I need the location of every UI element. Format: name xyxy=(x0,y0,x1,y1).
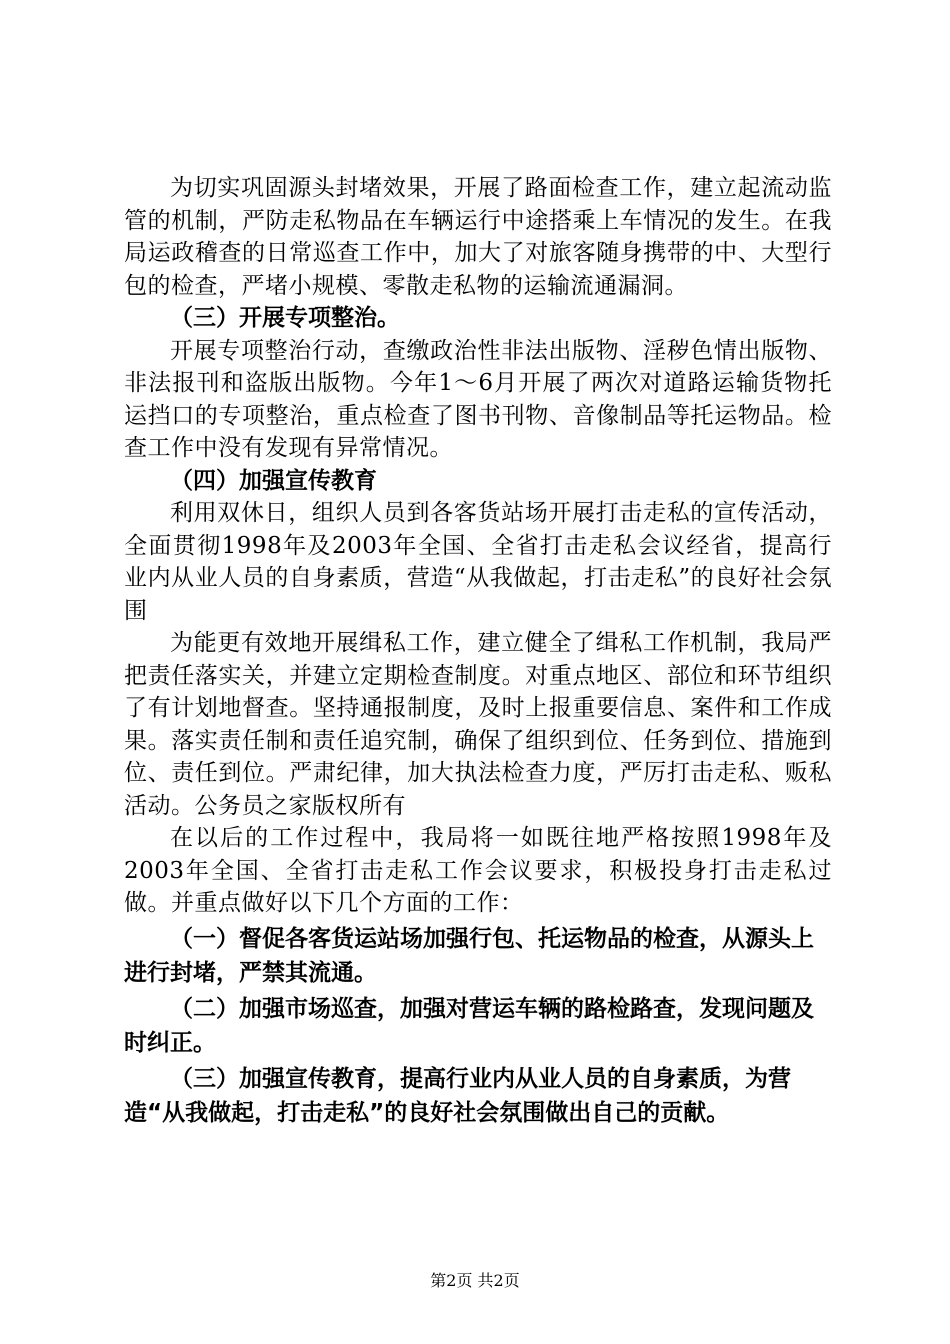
section-heading-special-rectification: （三）开展专项整治。 xyxy=(170,305,400,331)
paragraph-future-work: 在以后的工作过程中，我局将一如既往地严格按照1998年及2003年全国、全省打击走私工作会议要求，积极投身打击走私过做。并重点做好以下几个方面的工作： xyxy=(124,825,832,916)
task-item-1: （一）督促各客货运站场加强行包、托运物品的检查，从源头上进行封堵，严禁其流通。 xyxy=(124,925,814,986)
page-footer: 第2页 共2页 xyxy=(430,1271,520,1290)
task-item-2: （二）加强市场巡查，加强对营运车辆的路检路查，发现问题及时纠正。 xyxy=(124,995,814,1056)
paragraph-special-rectification: 开展专项整治行动，查缴政治性非法出版物、淫秽色情出版物、非法报刊和盗版出版物。今年1～6月开展了两次对道路运输货物托运挡口的专项整治，重点检查了图书刊物、音像制品等托运物品。检查工作中没有发现有异常情况。 xyxy=(124,337,832,461)
paragraph-road-inspection: 为切实巩固源头封堵效果，开展了路面检查工作，建立起流动监管的机制，严防走私物品在车辆运行中途搭乘上车情况的发生。在我局运政稽查的日常巡查工作中，加大了对旅客随身携带的中、大型行包的检查，严堵小规模、零散走私物的运输流通漏洞。 xyxy=(124,175,832,299)
task-item-3: （三）加强宣传教育，提高行业内从业人员的自身素质，为营造“从我做起，打击走私”的良好社会氛围做出自己的贡献。 xyxy=(124,1065,791,1126)
paragraph-anti-smuggling-mechanism: 为能更有效地开展缉私工作，建立健全了缉私工作机制，我局严把责任落实关，并建立定期检查制度。对重点地区、部位和环节组织了有计划地督查。坚持通报制度，及时上报重要信息、案件和工作成果。落实责任制和责任追究制，确保了组织到位、任务到位、措施到位、责任到位。严肃纪律，加大执法检查力度，严厉打击走私、贩私活动。公务员之家版权所有 xyxy=(124,630,832,819)
section-heading-publicity-education: （四）加强宣传教育 xyxy=(170,467,377,494)
document-body xyxy=(124,172,832,1130)
paragraph-publicity-activities: 利用双休日，组织人员到各客货站场开展打击走私的宣传活动，全面贯彻1998年及2003年全国、全省打击走私会议经省，提高行业内从业人员的自身素质，营造“从我做起，打击走私”的良好社会氛围 xyxy=(124,500,832,624)
